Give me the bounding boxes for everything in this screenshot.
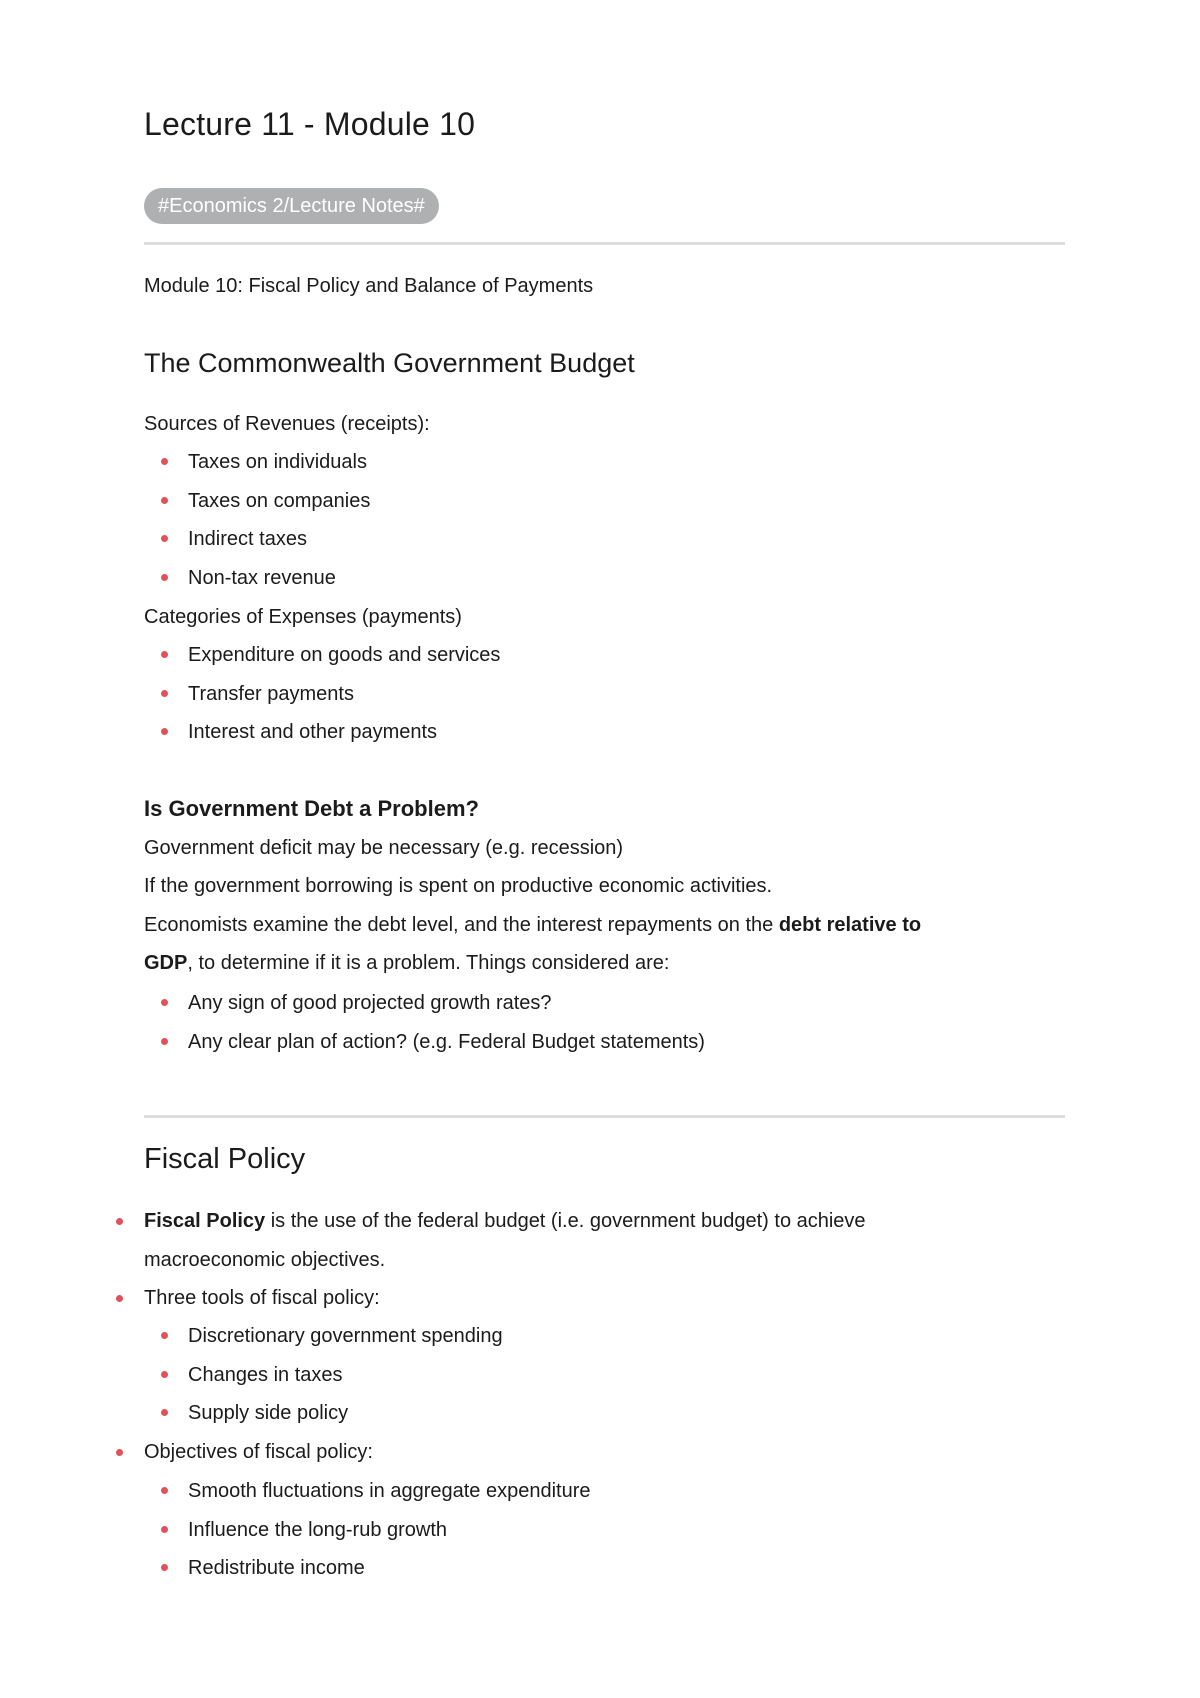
bullet-icon	[116, 1218, 123, 1225]
expenses-label: Categories of Expenses (payments)	[144, 606, 462, 628]
bullet-icon	[116, 1295, 123, 1302]
tag-badge[interactable]: #Economics 2/Lecture Notes#	[144, 188, 439, 224]
debt-heading: Is Government Debt a Problem?	[144, 796, 479, 821]
list-item: Taxes on companies	[188, 488, 370, 527]
list-item: Any clear plan of action? (e.g. Federal Budget statements)	[188, 1029, 705, 1068]
list-item: Discretionary government spending	[188, 1323, 503, 1362]
list-item: Three tools of fiscal policy:	[144, 1285, 866, 1324]
divider	[144, 1115, 1065, 1118]
fiscal-tools-list	[188, 1323, 503, 1439]
divider	[144, 242, 1065, 245]
list-item: Fiscal Policy is the use of the federal budget (i.e. government budget) to achieve	[144, 1208, 866, 1247]
bullet-icon	[161, 651, 168, 658]
list-item: Transfer payments	[188, 681, 500, 720]
bullet-icon	[161, 999, 168, 1006]
list-item: Expenditure on goods and services	[188, 642, 500, 681]
bullet-icon	[161, 1487, 168, 1494]
revenues-label: Sources of Revenues (receipts):	[144, 413, 430, 435]
fiscal-policy-list	[144, 1208, 866, 1324]
revenues-list	[188, 449, 370, 603]
bullet-icon	[161, 1038, 168, 1045]
bullet-icon	[161, 690, 168, 697]
bullet-icon	[161, 1332, 168, 1339]
debt-line-1: Government deficit may be necessary (e.g. recession)	[144, 837, 624, 859]
fiscal-objectives-list	[188, 1478, 591, 1594]
list-item: Influence the long-rub growth	[188, 1517, 591, 1556]
bullet-icon	[161, 458, 168, 465]
bullet-icon	[116, 1449, 123, 1456]
budget-heading: The Commonwealth Government Budget	[144, 348, 635, 378]
bullet-icon	[161, 1526, 168, 1533]
list-item: Interest and other payments	[188, 719, 500, 758]
expenses-list	[188, 642, 500, 758]
debt-paragraph-line-2: GDP, to determine if it is a problem. Things considered are:	[144, 952, 670, 974]
bullet-icon	[161, 497, 168, 504]
debt-paragraph-line-1: Economists examine the debt level, and the interest repayments on the debt relative to	[144, 914, 922, 936]
objectives-label-list	[144, 1439, 373, 1465]
page-title: Lecture 11 - Module 10	[144, 106, 476, 142]
list-item: Changes in taxes	[188, 1362, 503, 1401]
list-item: Redistribute income	[188, 1555, 591, 1594]
module-line: Module 10: Fiscal Policy and Balance of Payments	[144, 275, 594, 297]
list-item: Taxes on individuals	[188, 449, 370, 488]
list-item: Objectives of fiscal policy:	[144, 1439, 373, 1465]
bullet-icon	[161, 1409, 168, 1416]
list-item: Indirect taxes	[188, 526, 370, 565]
considerations-list	[188, 990, 705, 1067]
list-item: Supply side policy	[188, 1400, 503, 1439]
bullet-icon	[161, 728, 168, 735]
list-item: Smooth fluctuations in aggregate expenditure	[188, 1478, 591, 1517]
list-item: Any sign of good projected growth rates?	[188, 990, 705, 1029]
list-item: Non-tax revenue	[188, 565, 370, 604]
bullet-icon	[161, 1564, 168, 1571]
debt-line-2: If the government borrowing is spent on productive economic activities.	[144, 875, 773, 897]
list-item-continuation: macroeconomic objectives.	[144, 1248, 386, 1271]
bullet-icon	[161, 535, 168, 542]
bullet-icon	[161, 574, 168, 581]
bullet-icon	[161, 1371, 168, 1378]
fiscal-policy-heading: Fiscal Policy	[144, 1143, 306, 1175]
